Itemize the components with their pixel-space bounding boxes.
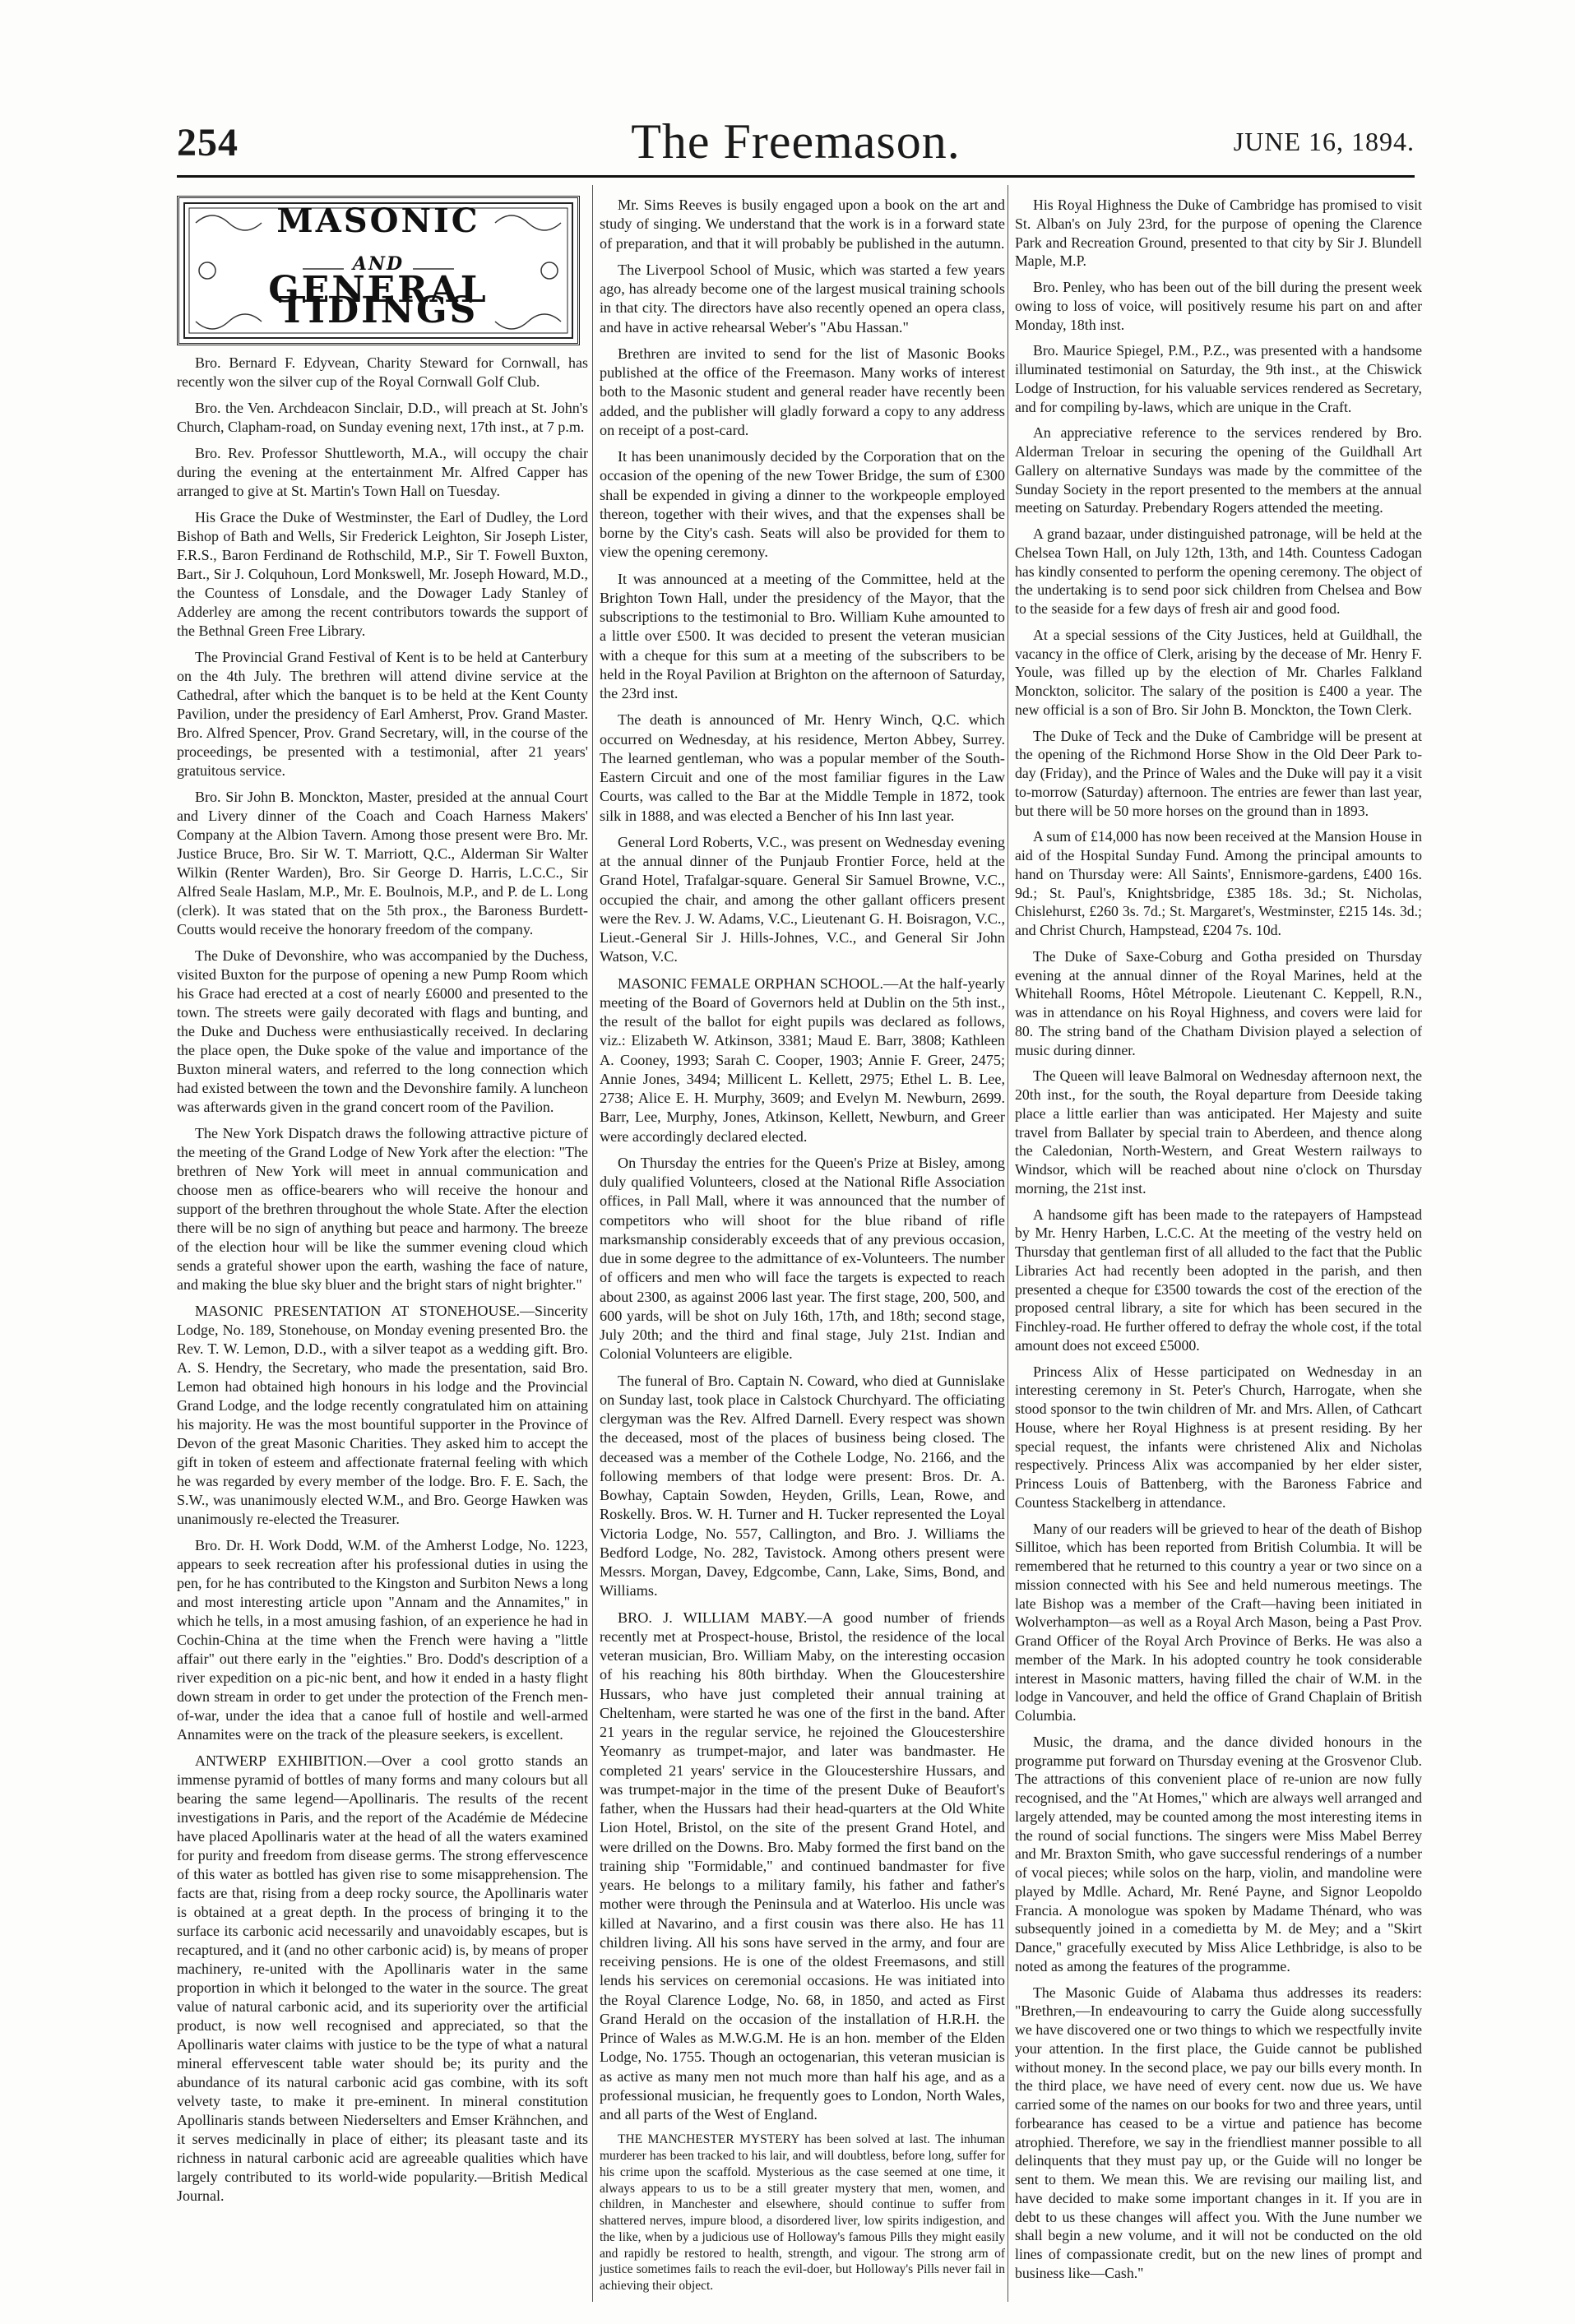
paragraph: His Royal Highness the Duke of Cambridge has promised to visit St. Alban's on July 23rd, for the purpose of opening the Clarence Park and Recreation Ground, presented to that city by Sir J. Blundell Maple, M.P. (1015, 197, 1422, 270)
header-rule (177, 175, 1415, 178)
advertisement-paragraph: THE MANCHESTER MYSTERY has been solved at last. The inhuman murderer has been tracked to his lair, and will doubtless, before long, suffer for his crime upon the scaffold. Mysterious as the case seemed at one time, it always appears to us to be a still greater mystery that men, women, and children, in Manchester and elsewhere, should continue to suffer from shattered nerves, impure blood, a disordered liver, low spirits indigestion, and the like, when by a judicious use of Holloway's famous Pills they might easily and rapidly be restored to health, strength, and vigour. The strong arm of justice sometimes fails to reach the evil-doer, but Holloway's Pills never fail in achieving their object. (600, 2132, 1005, 2293)
paragraph: It was announced at a meeting of the Committee, held at the Brighton Town Hall, under the presidency of the Mayor, that the subscriptions to the testimonial to Bro. William Kuhe amounted to a little over £500. It was decided to present the veteran musician with a cheque for this sum at a meeting of the subscribers to be held in the Royal Pavilion at Brighton on the afternoon of Saturday, the 23rd inst. (600, 570, 1005, 701)
paragraph: Music, the drama, and the dance divided honours in the programme put forward on Thursday evening at the Grosvenor Club. The attractions of this convenient place of re-union are now fully recognised, and the "At Homes," which are always well arranged and largely attended, may be counted among the most interesting items in the round of social functions. The singers were Miss Mabel Berrey and Mr. Braxton Smith, who gave successful renderings of a number of vocal pieces; while solos on the harp, violin, and mandoline were played by Mdlle. Achard, Mr. René Payne, and Signor Leopoldo Francia. A monologue was spoken by Madame Thénard, who was subsequently joined in a comedietta by M. de Mey; and a "Skirt Dance," gracefully executed by Miss Alice Lethbridge, is also to be noted as among the features of the programme. (1015, 1733, 1422, 1974)
paragraph: It has been unanimously decided by the Corporation that on the occasion of the opening of the new Tower Bridge, the sum of £300 shall be expended in giving a dinner to the workpeople employed thereon, together with their wives, and that the expenses shall be borne by the City's cash. Seats will also be provided for them to view the opening ceremony. (600, 448, 1005, 561)
paragraph: ANTWERP EXHIBITION.—Over a cool grotto stands an immense pyramid of bottles of many forms and many colours but all bearing the same legend—Apollinaris. The results of the recent investigations in Paris, and the report of the Académie de Médecine have placed Apollinaris water at the head of all the waters examined for purity and freedom from disease germs. The strong effervescence of this water as bottled has given rise to some misapprehension. The facts are that, rising from a deep rocky source, the Apollinaris water is obtained at a great depth. In the process of bringing it to the surface its carbonic acid necessarily and unavoidably escapes, but is recaptured, and it (and no other carbonic acid) is, by means of proper machinery, re-united with the Apollinaris water in the same proportion in which it belonged to the water in the source. The great value of natural carbonic acid, and its superiority over the artificial product, is now well recognised and appreciated, so that the Apollinaris water claims with justice to be the type of what a natural mineral effervescent table water should be; its purity and the abundance of its natural carbonic acid gas combine, with its soft velvety taste, to make it pre-eminent. In mineral constitution Apollinaris stands between Niederselters and Emser Krähnchen, and it serves medicinally in place of either; its pleasant taste and its richness in natural carbonic acid are agreeable qualities which have largely contributed to its world-wide popularity.—British Medical Journal. (177, 1752, 588, 2204)
paragraph: The New York Dispatch draws the following attractive picture of the meeting of the Grand Lodge of New York after the election: "The brethren of New York will meet in annual communication and choose men as office-bearers who will receive the honour and support of the brethren throughout the whole State. After the election there will be no sign of anything but peace and harmony. The breeze of the election hour will be like the summer evening cloud which sends a grateful shower upon the earth, washing the face of nature, and making the blue sky bluer and the bright stars of night brighter." (177, 1125, 588, 1293)
paragraph: A grand bazaar, under distinguished patronage, will be held at the Chelsea Town Hall, on July 12th, 13th, and 14th. Countess Cadogan has kindly consented to perform the opening ceremony. The object of the undertaking is to send poor sick children from Chelsea and Bow to the seaside for a few days of fresh air and good food. (1015, 525, 1422, 617)
paragraph: Bro. Maurice Spiegel, P.M., P.Z., was presented with a handsome illuminated testimonial on Saturday, the 9th inst., at the Chiswick Lodge of Instruction, for his valuable services rendered as Secretary, and for compiling by-laws, which are unique in the Craft. (1015, 342, 1422, 415)
paragraph: Many of our readers will be grieved to hear of the death of Bishop Sillitoe, which has been reported from British Columbia. It will be remembered that he returned to this country a year or two since on a mission connected with his See and held numerous meetings. The late Bishop was a member of the Craft—having been initiated in Wolverhampton—as well as a Royal Arch Mason, being a Past Prov. Grand Officer of the Royal Arch Province of Berks. He was also a member of the Mark. In his adopted country he took considerable interest in Masonic matters, having filled the chair of W.M. in the lodge in Vancouver, and held the office of Grand Chaplain of British Columbia. (1015, 1520, 1422, 1724)
banner-line-general-tidings: GENERAL TIDINGS (268, 269, 489, 331)
paragraph: His Grace the Duke of Westminster, the Earl of Dudley, the Lord Bishop of Bath and Wells, Sir Frederick Leighton, Sir Joseph Lister, F.R.S., Baron Ferdinand de Rothschild, M.P., Sir T. Fowell Buxton, Bart., Sir J. Colquhoun, Lord Monkswell, Mr. Joseph Howard, M.D., the Countess of Lonsdale, and the Dowager Lady Stanley of Adderley are among the recent contributors towards the support of the Bethnal Green Free Library. (177, 509, 588, 639)
page-header (177, 115, 1415, 181)
paragraph: An appreciative reference to the services rendered by Bro. Alderman Treloar in securing the opening of the Guildhall Art Gallery on alternative Sundays was made by the committee of the Sunday Society in the report presented to the members at the annual meeting on Saturday. Prebendary Rogers attended the meeting. (1015, 424, 1422, 516)
issue-date: JUNE 16, 1894. (1233, 127, 1415, 156)
paragraph: The Duke of Teck and the Duke of Cambridge will be present at the opening of the Richmond Horse Show in the Old Deer Park to-day (Friday), and the Prince of Wales and the Duke will pay it a visit to-morrow (Saturday) afternoon. The entries are fewer than last year, but there will be 50 more horses on the ground than in 1893. (1015, 727, 1422, 819)
paragraph: Bro. Rev. Professor Shuttleworth, M.A., will occupy the chair during the evening at the entertainment Mr. Alfred Capper has arranged to give at St. Martin's Town Hall on Tuesday. (177, 445, 588, 499)
paragraph: Bro. Penley, who has been out of the bill during the present week owing to loss of voice, will positively resume his part on and after Monday, 18th inst. (1015, 279, 1422, 333)
paragraph: The Provincial Grand Festival of Kent is to be held at Canterbury on the 4th July. The brethren will attend divine service at the Cathedral, after which the banquet is to be held at the Kent County Pavilion, under the presidency of Earl Amherst, Prov. Grand Master. Bro. Alfred Spencer, Prov. Grand Secretary, will, in the course of the proceedings, be presented with a testimonial, after 21 years' gratuitous service. (177, 649, 588, 779)
column-1 (177, 196, 588, 2213)
banner-line-and: AND (352, 253, 405, 275)
column-2 (592, 185, 1005, 2302)
paragraph: The Duke of Saxe-Coburg and Gotha presided on Thursday evening at the annual dinner of the Royal Marines, held at the Whitehall Rooms, Hôtel Métropole. Lieutenant C. Keppell, R.N., was in attendance on his Royal Highness, and covers were laid for 80. The string band of the Chatham Division played a selection of music during dinner. (1015, 947, 1422, 1058)
paragraph: The death is announced of Mr. Henry Winch, Q.C. which occurred on Wednesday, at his residence, Merton Abbey, Surrey. The learned gentleman, who was a popular member of the South-Eastern Circuit and one of the most familiar figures in the Law Courts, was called to the Bar at the Middle Temple in 1872, took silk in 1888, and was elected a Bencher of his Inn last year. (600, 711, 1005, 824)
paragraph: On Thursday the entries for the Queen's Prize at Bisley, among duly qualified Volunteers, closed at the National Rifle Association offices, in Pall Mall, where it was announced that the number of competitors who will shoot for the blue riband of rifle marksmanship considerably exceeds that of any previous occasion, due in some degree to the admittance of ex-Volunteers. The number of officers and men who will face the targets is expected to reach about 2300, as against 2006 last year. The first stage, 200, 500, and 600 yards, will be shot on July 16th, 17th, and 18th; second stage, July 20th; and the third and final stage, July 21st. Indian and Colonial Volunteers are eligible. (600, 1154, 1005, 1363)
paragraph: Bro. the Ven. Archdeacon Sinclair, D.D., will preach at St. John's Church, Clapham-road, on Sunday evening next, 17th inst., at 7 p.m. (177, 400, 588, 435)
paragraph: A handsome gift has been made to the ratepayers of Hampstead by Mr. Henry Harben, L.C.C. At the meeting of the vestry held on Thursday that gentleman first of all alluded to the fact that the Public Libraries Act had recently been adopted in the parish, and then presented a cheque for £3500 towards the cost of the erection of the proposed central library, a site for which has been secured in the Finchley-road. He further offered to defray the whole cost, if the total amount does not exceed £5000. (1015, 1206, 1422, 1354)
paragraph: At a special sessions of the City Justices, held at Guildhall, the vacancy in the office of Clerk, arising by the decease of Mr. Henry F. Youle, was filled up by the election of Mr. Charles Falkland Monckton, solicitor. The salary of the position is £400 a year. The new official is a son of Bro. Sir John B. Monckton, the Town Clerk. (1015, 626, 1422, 718)
paragraph: The Queen will leave Balmoral on Wednesday afternoon next, the 20th inst., for the south, the Royal departure from Deeside taking place a little earlier than was anticipated. Her Majesty and suite travel from Ballater by special train to Aberdeen, and thence along the Caledonian, North-Western, and Great Western railways to Windsor, which will be reached about nine o'clock on Thursday morning, the 21st inst. (1015, 1067, 1422, 1197)
column-3 (1008, 185, 1422, 2302)
paragraph: The funeral of Bro. Captain N. Coward, who died at Gunnislake on Sunday last, took place in Calstock Churchyard. The officiating clergyman was the Rev. Alfred Darnell. Every respect was shown the deceased, most of the places of business being closed. The deceased was a member of the Cothele Lodge, No. 2166, and the following members of that lodge were present: Bros. Dr. A. Bowhay, Captain Sowden, Heyden, Grills, Lean, Rowe, and Roskelly. Bros. W. H. Turner and H. Tucker represented the Loyal Victoria Lodge, No. 557, Callington, and Bro. J. Williams the Bedford Lodge, No. 282, Tavistock. Among others present were Messrs. Morgan, Davey, Edgcombe, Cann, Lake, Sims, Bond, and Williams. (600, 1372, 1005, 1599)
paragraph: BRO. J. WILLIAM MABY.—A good number of friends recently met at Prospect-house, Bristol, the residence of the local veteran musician, Bro. William Maby, on the interesting occasion of his reaching his 80th birthday. When the Gloucestershire Hussars, who have just completed their annual training at Cheltenham, were started he was one of the first in the band. After 21 years in the regular service, he rejoined the Gloucestershire Yeomanry as trumpet-major, and later was bandmaster. He completed 21 years' service in the Gloucestershire Hussars, and was trumpet-major in the time of the present Duke of Beaufort's father, when the Hussars had their head-quarters at the Old White Lion Hotel, Bristol, on the site of the present Grand Hotel, and were drilled on the Downs. Bro. Maby formed the first band on the training ship "Formidable," and continued bandmaster for five years. He belongs to a military family, his father and father's mother were through the Peninsula and at Waterloo. His uncle was killed at Navarino, and a first cousin was there also. He has 11 children living. All his sons have served in the army, and four are receiving pensions. He is one of the oldest Freemasons, and still lends his services on ceremonial occasions. He was initiated into the Royal Clarence Lodge, No. 68, in 1850, and acted as First Grand Herald on the occasion of the installation of H.R.H. the Prince of Wales as M.W.G.M. He is an hon. member of the Elden Lodge, No. 1755. Though an octogenarian, this veteran musician is as active as many men not much more than half his age, and as a professional musician, he frequently goes to London, North Wales, and all parts of the West of England. (600, 1609, 1005, 2123)
paragraph: Bro. Bernard F. Edyvean, Charity Steward for Cornwall, has recently won the silver cup of the Royal Cornwall Golf Club. (177, 354, 588, 390)
paragraph: Bro. Dr. H. Work Dodd, W.M. of the Amherst Lodge, No. 1223, appears to seek recreation after his professional duties in using the pen, for he has contributed to the Kingston and Surbiton News a long and most interesting article upon "Annam and the Annamites," in which he tells, in a most amusing fashion, of an experience he had in Cochin-China at the time when the French were having a "little affair" out there early in the "eighties." Bro. Dodd's description of a river expedition on a pic-nic bent, and how it ended in a hasty flight down stream in order to get under the protection of the French men-of-war, under the idea that a canoe full of hostile and well-armed Annamites were on the track of the pleasure seekers, is excellent. (177, 1537, 588, 1743)
section-banner (177, 196, 580, 345)
publication-title: The Freemason. (631, 114, 961, 169)
paragraph: Brethren are invited to send for the list of Masonic Books published at the office of the Freemason. Many works of interest both to the Masonic student and general reader have recently been added, and the publisher will gladly forward a copy to any address on receipt of a post-card. (600, 345, 1005, 438)
paragraph: The Masonic Guide of Alabama thus addresses its readers: "Brethren,—In endeavouring to carry the Guide along successfully we have discovered one or two things to which we respectfully invite your attention. In the first place, the Guide cannot be published without money. In the second place, we pay our bills every month. In the third place, we have need of every cent. now due us. We have carried some of the names on our books for two and three years, until forbearance has ceased to be a virtue and patience has become atrophied. Therefore, we say in the friendliest manner possible to all delinquents that they must pay up, or the Guide will no longer be sent to them. We mean this. We are revising our mailing list, and have decided to make some important changes in it. If you are in debt to us these changes will affect you. With the June number we shall begin a new volume, and it will not be conducted on the old lines of compassionate credit, but on the new lines of prompt and business like—Cash." (1015, 1984, 1422, 2281)
paragraph: Mr. Sims Reeves is busily engaged upon a book on the art and study of singing. We understand that the work is in a forward state of preparation, and that it will probably be published in the autumn. (600, 197, 1005, 252)
paragraph: General Lord Roberts, V.C., was present on Wednesday evening at the annual dinner of the Punjaub Frontier Force, held at the Grand Hotel, Trafalgar-square. General Sir Samuel Browne, V.C., occupied the chair, and among the other gallant officers present were the Rev. J. W. Adams, V.C., Lieutenant G. H. Boisragon, V.C., Lieut.-General Sir J. Hills-Johnes, V.C., and General Sir John Watson, V.C. (600, 833, 1005, 965)
paragraph: Bro. Sir John B. Monckton, Master, presided at the annual Court and Livery dinner of the Coach and Coach Harness Makers' Company at the Albion Tavern. Among those present were Bro. Mr. Justice Bruce, Bro. Sir W. T. Marriott, Q.C., Alderman Sir Walter Wilkin (Renter Warden), Bro. Sir George D. Harris, L.C.C., Sir Alfred Seale Haslam, M.P., Mr. E. Boulnois, M.P., and P. de L. Long (clerk). It was stated that on the 5th prox., the Baroness Burdett-Coutts would receive the honorary freedom of the company. (177, 789, 588, 937)
paragraph: The Duke of Devonshire, who was accompanied by the Duchess, visited Buxton for the purpose of opening a new Pump Room which his Grace had erected at a cost of nearly £6000 and presented to the town. The streets were gaily decorated with flags and bunting, and the Duke and Duchess were enthusiastically received. In declaring the place open, the Duke spoke of the value and importance of the Buxton mineral waters, and referred to the long connection which had existed between the town and the Devonshire family. A luncheon was afterwards given in the grand concert room of the Pavilion. (177, 947, 588, 1115)
paragraph: MASONIC FEMALE ORPHAN SCHOOL.—At the half-yearly meeting of the Board of Governors held at Dublin on the 5th inst., the result of the ballot for eight pupils was declared as follows, viz.: Elizabeth W. Atkinson, 3381; Maud E. Barr, 3808; Kathleen A. Cooney, 1993; Sarah C. Cooper, 1903; Annie F. Greer, 2475; Annie Jones, 3494; Millicent L. Kellett, 2975; Ethel L. B. Lee, 2738; Alice E. H. Murphy, 3609; and Evelyn M. Newburn, 2699. Barr, Lee, Murphy, Jones, Atkinson, Kellett, Newburn, and Greer were accordingly declared elected. (600, 975, 1005, 1145)
paragraph: MASONIC PRESENTATION AT STONEHOUSE.—Sincerity Lodge, No. 189, Stonehouse, on Monday evening presented Bro. the Rev. T. W. Lemon, D.D., with a silver teapot as a wedding gift. Bro. A. S. Hendry, the Secretary, who made the presentation, said Bro. Lemon had obtained high honours in his lodge and the Provincial Grand Lodge, and the lodge recently congratulated him on attaining his majority. He was the most bountiful supporter in the Province of Devon of the great Masonic Charities. They asked him to accept the gift in token of esteem and affectionate fraternal feeling with which he was regarded by every member of the lodge. Bro. F. E. Sach, the S.W., was unanimously elected W.M., and Bro. George Hawken was unanimously re-elected the Treasurer. (177, 1303, 588, 1527)
paragraph: Princess Alix of Hesse participated on Wednesday in an interesting ceremony in St. Peter's Church, Harrogate, when she stood sponsor to the twin children of Mr. and Mrs. Allen, of Cathcart House, where her Royal Highness is at present residing. By her special request, the infants were christened Alix and Nicholas respectively. Princess Alix was accompanied by her elder sister, Princess Louis of Battenberg, with the Baroness Fabrice and Countess Stackelberg in attendance. (1015, 1363, 1422, 1511)
banner-line-masonic: MASONIC (276, 201, 480, 240)
paragraph: The Liverpool School of Music, which was started a few years ago, has already become one of the largest musical training schools in that city. The directors have also recently opened an opera class, and have in active rehearsal Weber's "Abu Hassan." (600, 261, 1005, 336)
paragraph: A sum of £14,000 has now been received at the Mansion House in aid of the Hospital Sunday Fund. Among the principal amounts to hand on Thursday were: All Saints', Ennismore-gardens, £400 16s. 9d.; St. Paul's, Knightsbridge, £385 18s. 3d.; St. Nicholas, Chislehurst, £260 3s. 7d.; St. Margaret's, Westminster, £215 14s. 3d.; and Christ Church, Hampstead, £204 7s. 10d. (1015, 828, 1422, 938)
page-number: 254 (177, 121, 239, 164)
